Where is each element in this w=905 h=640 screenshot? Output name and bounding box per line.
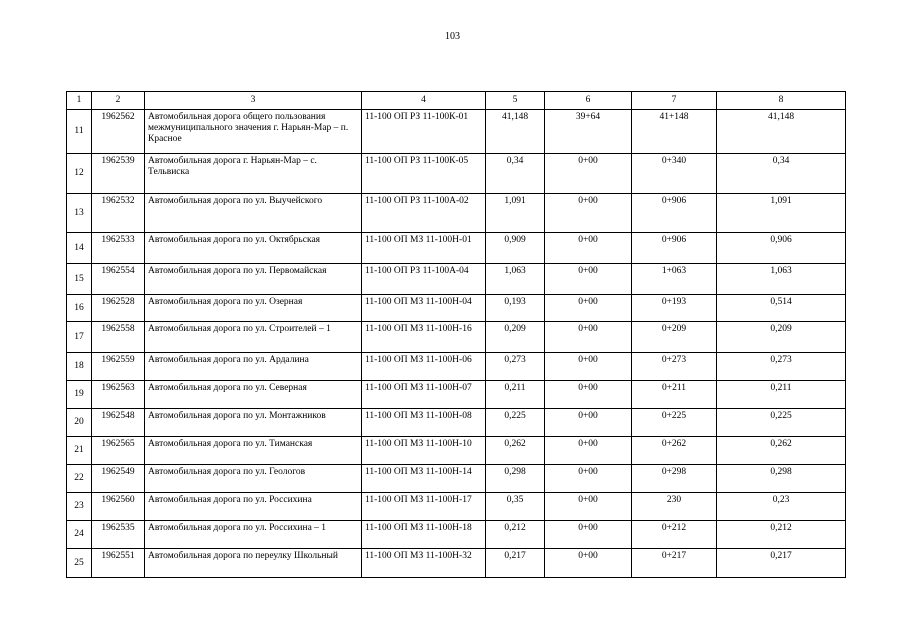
road-length: 1,063 bbox=[486, 264, 545, 295]
road-code: 11-100 ОП РЗ 11-100А-02 bbox=[362, 194, 486, 233]
start-chainage: 0+00 bbox=[545, 233, 632, 264]
column-header: 7 bbox=[632, 92, 717, 110]
page-number: 103 bbox=[445, 31, 460, 42]
road-length: 0,273 bbox=[486, 353, 545, 381]
road-name: Автомобильная дорога общего пользования межмуниципального значения г. Нарьян-Мар – п. Красное bbox=[145, 110, 362, 154]
road-code: 11-100 ОП МЗ 11-100Н-18 bbox=[362, 521, 486, 549]
road-name: Автомобильная дорога по переулку Школьный bbox=[145, 549, 362, 578]
end-chainage: 0+273 bbox=[632, 353, 717, 381]
road-code: 11-100 ОП МЗ 11-100Н-08 bbox=[362, 409, 486, 437]
road-name: Автомобильная дорога по ул. Ардалина bbox=[145, 353, 362, 381]
end-chainage: 0+211 bbox=[632, 381, 717, 409]
table-row bbox=[67, 233, 846, 264]
row-number: 14 bbox=[67, 233, 92, 264]
total-length: 0,262 bbox=[717, 437, 846, 465]
road-code: 11-100 ОП МЗ 11-100Н-06 bbox=[362, 353, 486, 381]
end-chainage: 0+217 bbox=[632, 549, 717, 578]
table-row bbox=[67, 110, 846, 154]
end-chainage: 0+212 bbox=[632, 521, 717, 549]
start-chainage: 0+00 bbox=[545, 409, 632, 437]
column-header: 3 bbox=[145, 92, 362, 110]
total-length: 0,34 bbox=[717, 154, 846, 194]
end-chainage: 41+148 bbox=[632, 110, 717, 154]
table-row bbox=[67, 465, 846, 493]
end-chainage: 0+225 bbox=[632, 409, 717, 437]
row-number: 21 bbox=[67, 437, 92, 465]
start-chainage: 0+00 bbox=[545, 381, 632, 409]
object-id: 1962562 bbox=[92, 110, 145, 154]
road-name: Автомобильная дорога по ул. Россихина bbox=[145, 493, 362, 521]
start-chainage: 0+00 bbox=[545, 493, 632, 521]
object-id: 1962554 bbox=[92, 264, 145, 295]
road-name: Автомобильная дорога по ул. Геологов bbox=[145, 465, 362, 493]
total-length: 0,273 bbox=[717, 353, 846, 381]
row-number: 11 bbox=[67, 110, 92, 154]
object-id: 1962539 bbox=[92, 154, 145, 194]
total-length: 0,514 bbox=[717, 295, 846, 322]
road-code: 11-100 ОП МЗ 11-100Н-07 bbox=[362, 381, 486, 409]
total-length: 0,23 bbox=[717, 493, 846, 521]
table-row bbox=[67, 264, 846, 295]
road-code: 11-100 ОП МЗ 11-100Н-04 bbox=[362, 295, 486, 322]
object-id: 1962563 bbox=[92, 381, 145, 409]
table-row bbox=[67, 437, 846, 465]
start-chainage: 0+00 bbox=[545, 549, 632, 578]
row-number: 23 bbox=[67, 493, 92, 521]
end-chainage: 0+193 bbox=[632, 295, 717, 322]
road-length: 0,193 bbox=[486, 295, 545, 322]
end-chainage: 0+340 bbox=[632, 154, 717, 194]
row-number: 12 bbox=[67, 154, 92, 194]
end-chainage: 1+063 bbox=[632, 264, 717, 295]
road-code: 11-100 ОП РЗ 11-100К-01 bbox=[362, 110, 486, 154]
road-name: Автомобильная дорога по ул. Первомайская bbox=[145, 264, 362, 295]
object-id: 1962551 bbox=[92, 549, 145, 578]
object-id: 1962549 bbox=[92, 465, 145, 493]
row-number: 13 bbox=[67, 194, 92, 233]
road-length: 0,262 bbox=[486, 437, 545, 465]
road-name: Автомобильная дорога по ул. Выучейского bbox=[145, 194, 362, 233]
column-header: 5 bbox=[486, 92, 545, 110]
column-header: 6 bbox=[545, 92, 632, 110]
total-length: 1,091 bbox=[717, 194, 846, 233]
row-number: 15 bbox=[67, 264, 92, 295]
road-name: Автомобильная дорога по ул. Монтажников bbox=[145, 409, 362, 437]
object-id: 1962532 bbox=[92, 194, 145, 233]
table-row bbox=[67, 353, 846, 381]
table-row bbox=[67, 521, 846, 549]
table-row bbox=[67, 409, 846, 437]
road-name: Автомобильная дорога по ул. Россихина – 1 bbox=[145, 521, 362, 549]
row-number: 17 bbox=[67, 322, 92, 353]
end-chainage: 230 bbox=[632, 493, 717, 521]
total-length: 0,211 bbox=[717, 381, 846, 409]
road-name: Автомобильная дорога по ул. Октябрьская bbox=[145, 233, 362, 264]
total-length: 0,906 bbox=[717, 233, 846, 264]
road-length: 0,209 bbox=[486, 322, 545, 353]
road-code: 11-100 ОП МЗ 11-100Н-10 bbox=[362, 437, 486, 465]
road-length: 0,217 bbox=[486, 549, 545, 578]
row-number: 24 bbox=[67, 521, 92, 549]
road-length: 0,298 bbox=[486, 465, 545, 493]
table-row bbox=[67, 194, 846, 233]
end-chainage: 0+298 bbox=[632, 465, 717, 493]
start-chainage: 0+00 bbox=[545, 437, 632, 465]
end-chainage: 0+262 bbox=[632, 437, 717, 465]
column-header: 4 bbox=[362, 92, 486, 110]
road-code: 11-100 ОП МЗ 11-100Н-32 bbox=[362, 549, 486, 578]
start-chainage: 0+00 bbox=[545, 295, 632, 322]
column-header: 2 bbox=[92, 92, 145, 110]
start-chainage: 0+00 bbox=[545, 521, 632, 549]
road-length: 41,148 bbox=[486, 110, 545, 154]
start-chainage: 39+64 bbox=[545, 110, 632, 154]
total-length: 0,212 bbox=[717, 521, 846, 549]
road-code: 11-100 ОП РЗ 11-100К-05 bbox=[362, 154, 486, 194]
road-name: Автомобильная дорога по ул. Озерная bbox=[145, 295, 362, 322]
object-id: 1962533 bbox=[92, 233, 145, 264]
road-length: 0,225 bbox=[486, 409, 545, 437]
road-code: 11-100 ОП МЗ 11-100Н-01 bbox=[362, 233, 486, 264]
end-chainage: 0+906 bbox=[632, 194, 717, 233]
table-row bbox=[67, 322, 846, 353]
road-name: Автомобильная дорога по ул. Тиманская bbox=[145, 437, 362, 465]
total-length: 41,148 bbox=[717, 110, 846, 154]
road-code: 11-100 ОП РЗ 11-100А-04 bbox=[362, 264, 486, 295]
table-row bbox=[67, 295, 846, 322]
object-id: 1962559 bbox=[92, 353, 145, 381]
road-code: 11-100 ОП МЗ 11-100Н-17 bbox=[362, 493, 486, 521]
road-code: 11-100 ОП МЗ 11-100Н-16 bbox=[362, 322, 486, 353]
start-chainage: 0+00 bbox=[545, 154, 632, 194]
total-length: 0,298 bbox=[717, 465, 846, 493]
roads-table bbox=[66, 91, 846, 578]
row-number: 25 bbox=[67, 549, 92, 578]
road-length: 0,212 bbox=[486, 521, 545, 549]
header-row bbox=[67, 92, 846, 110]
start-chainage: 0+00 bbox=[545, 353, 632, 381]
total-length: 0,225 bbox=[717, 409, 846, 437]
start-chainage: 0+00 bbox=[545, 264, 632, 295]
column-header: 8 bbox=[717, 92, 846, 110]
row-number: 22 bbox=[67, 465, 92, 493]
row-number: 19 bbox=[67, 381, 92, 409]
column-header: 1 bbox=[67, 92, 92, 110]
object-id: 1962548 bbox=[92, 409, 145, 437]
table-row bbox=[67, 493, 846, 521]
total-length: 1,063 bbox=[717, 264, 846, 295]
object-id: 1962558 bbox=[92, 322, 145, 353]
start-chainage: 0+00 bbox=[545, 194, 632, 233]
road-length: 0,909 bbox=[486, 233, 545, 264]
road-length: 1,091 bbox=[486, 194, 545, 233]
row-number: 16 bbox=[67, 295, 92, 322]
object-id: 1962565 bbox=[92, 437, 145, 465]
road-length: 0,211 bbox=[486, 381, 545, 409]
road-length: 0,34 bbox=[486, 154, 545, 194]
road-name: Автомобильная дорога г. Нарьян-Мар – с. Тельвиска bbox=[145, 154, 362, 194]
table-row bbox=[67, 549, 846, 578]
road-name: Автомобильная дорога по ул. Строителей – 1 bbox=[145, 322, 362, 353]
row-number: 20 bbox=[67, 409, 92, 437]
start-chainage: 0+00 bbox=[545, 322, 632, 353]
table-row bbox=[67, 154, 846, 194]
road-name: Автомобильная дорога по ул. Северная bbox=[145, 381, 362, 409]
total-length: 0,209 bbox=[717, 322, 846, 353]
object-id: 1962528 bbox=[92, 295, 145, 322]
object-id: 1962535 bbox=[92, 521, 145, 549]
road-code: 11-100 ОП МЗ 11-100Н-14 bbox=[362, 465, 486, 493]
end-chainage: 0+906 bbox=[632, 233, 717, 264]
road-length: 0,35 bbox=[486, 493, 545, 521]
start-chainage: 0+00 bbox=[545, 465, 632, 493]
row-number: 18 bbox=[67, 353, 92, 381]
end-chainage: 0+209 bbox=[632, 322, 717, 353]
object-id: 1962560 bbox=[92, 493, 145, 521]
table-row bbox=[67, 381, 846, 409]
total-length: 0,217 bbox=[717, 549, 846, 578]
